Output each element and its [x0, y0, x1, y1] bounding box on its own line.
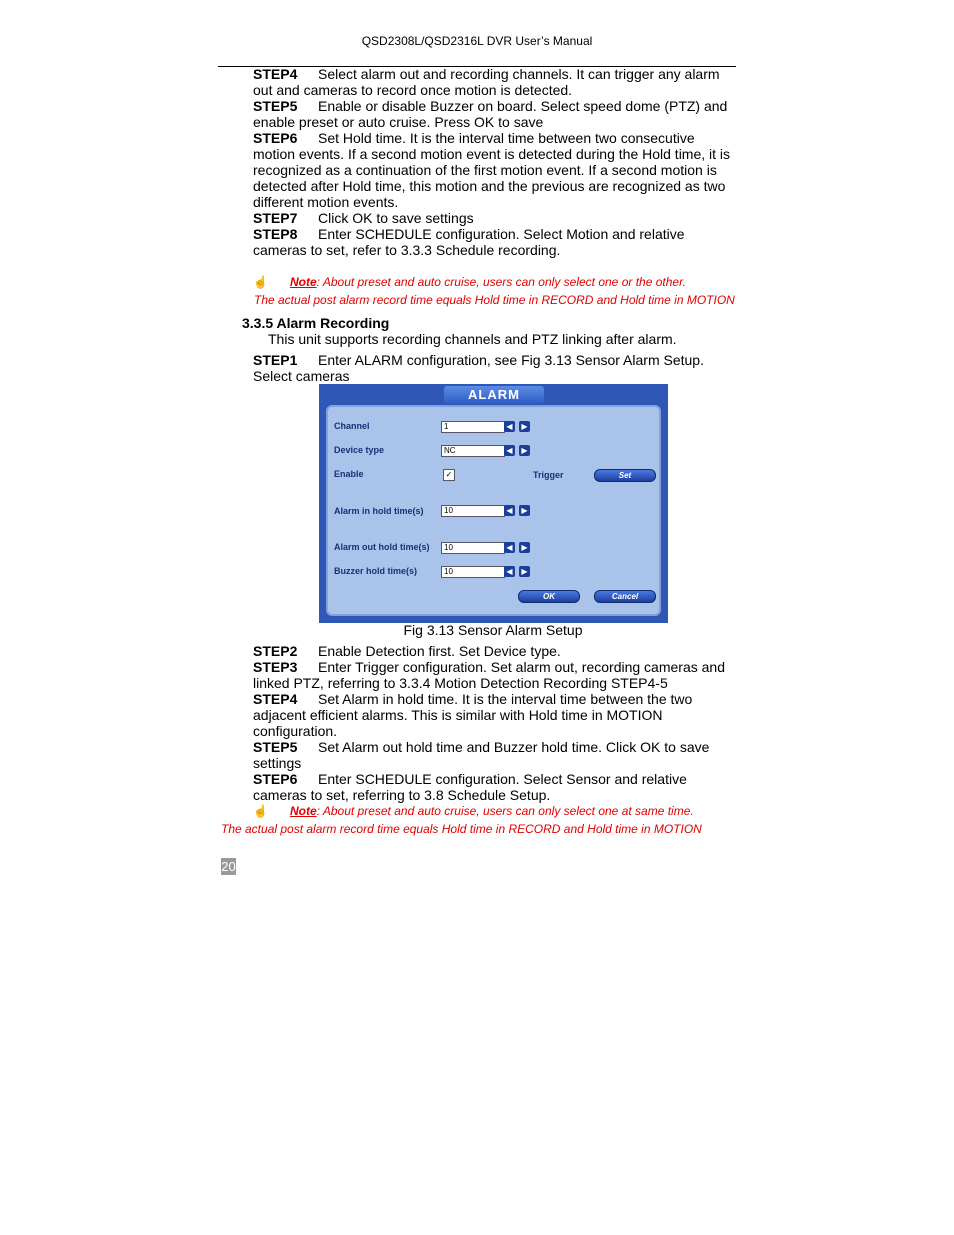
device-type-right-arrow-icon[interactable]: ▶: [519, 445, 530, 456]
pointing-hand-icon: ☝: [253, 275, 268, 289]
step-text: Click OK to save settings: [318, 210, 474, 226]
dialog-panel: [326, 405, 661, 616]
step-text: Enable Detection first. Set Device type.: [318, 643, 561, 659]
note-label: Note: [289, 804, 317, 818]
step-label: STEP3: [253, 659, 298, 675]
step-text: detected after Hold time, this motion and the previous are recognized as two: [253, 178, 726, 194]
cancel-button[interactable]: Cancel: [594, 590, 656, 603]
enable-label: Enable: [334, 469, 364, 479]
step-text: adjacent efficient alarms. This is similar with Hold time in MOTION: [253, 707, 663, 723]
step-text: Enter ALARM configuration, see Fig 3.13 Sensor Alarm Setup.: [318, 352, 704, 368]
step-label: STEP2: [253, 643, 298, 659]
step-text: cameras to set, refer to 3.3.3 Schedule recording.: [253, 242, 561, 258]
step-label: STEP6: [253, 130, 298, 146]
step-text: out and cameras to record once motion is detected.: [253, 82, 573, 98]
step-label: STEP8: [253, 226, 298, 242]
channel-left-arrow-icon[interactable]: ◀: [504, 421, 515, 432]
step-text: configuration.: [253, 723, 338, 739]
top-steps: [253, 66, 737, 258]
note-text: : About preset and auto cruise, users can only select one at same time.: [316, 804, 694, 818]
alarm-in-label: Alarm in hold time(s): [334, 506, 424, 516]
step-text: Select cameras: [253, 368, 350, 384]
step-item: [253, 66, 737, 82]
channel-right-arrow-icon[interactable]: ▶: [519, 421, 530, 432]
step-text: recognized as a continuation of the first motion event. If a second motion is: [253, 162, 717, 178]
note-2: [253, 804, 694, 818]
section-intro: This unit supports recording channels and PTZ linking after alarm.: [268, 331, 677, 347]
step-text: Set Alarm out hold time and Buzzer hold time. Click OK to save: [318, 739, 710, 755]
step-label: STEP5: [253, 98, 298, 114]
buzzer-field[interactable]: 10: [441, 566, 505, 578]
device-type-field[interactable]: NC: [441, 445, 505, 457]
note-1-line2: The actual post alarm record time equals Hold time in RECORD and Hold time in MOTION: [254, 293, 735, 307]
step-text: Enter Trigger configuration. Set alarm out, recording cameras and: [318, 659, 725, 675]
step-item: [253, 98, 737, 114]
step-item: [253, 226, 737, 242]
note-1: [253, 275, 686, 289]
note-text: : About preset and auto cruise, users can only select one or the other.: [316, 275, 686, 289]
trigger-set-button[interactable]: Set: [594, 469, 656, 482]
ok-button[interactable]: OK: [518, 590, 580, 603]
dialog-title: ALARM: [444, 386, 544, 404]
step-text: cameras to set, referring to 3.8 Schedule Setup.: [253, 787, 551, 803]
step1: [253, 352, 737, 384]
buzzer-label: Buzzer hold time(s): [334, 566, 418, 576]
step-label: STEP1: [253, 352, 298, 368]
channel-label: Channel: [334, 421, 370, 431]
device-type-label: Device type: [334, 445, 385, 455]
buzzer-right-arrow-icon[interactable]: ▶: [519, 566, 530, 577]
alarm-out-field[interactable]: 10: [441, 542, 505, 554]
step-text: motion events. If a second motion event is detected during the Hold time, it is: [253, 146, 731, 162]
pointing-hand-icon: ☝: [253, 804, 268, 818]
note-label: Note: [289, 275, 317, 289]
alarm-dialog: [319, 384, 668, 623]
step-text: Enter SCHEDULE configuration. Select Sensor and relative: [318, 771, 687, 787]
step-label: STEP4: [253, 691, 298, 707]
note-2-line2: The actual post alarm record time equals Hold time in RECORD and Hold time in MOTION: [221, 822, 702, 836]
alarm-out-label: Alarm out hold time(s): [334, 542, 430, 552]
step-item: [253, 130, 737, 146]
step-text: Enter SCHEDULE configuration. Select Motion and relative: [318, 226, 685, 242]
bottom-steps: [253, 643, 737, 803]
page-header: QSD2308L/QSD2316L DVR User’s Manual: [361, 34, 593, 48]
step-label: STEP5: [253, 739, 298, 755]
step-text: Enable or disable Buzzer on board. Select speed dome (PTZ) and: [318, 98, 728, 114]
alarm-in-left-arrow-icon[interactable]: ◀: [504, 505, 515, 516]
step-text: linked PTZ, referring to 3.3.4 Motion Detection Recording STEP4-5: [253, 675, 668, 691]
buzzer-left-arrow-icon[interactable]: ◀: [504, 566, 515, 577]
trigger-label: Trigger: [533, 470, 564, 480]
alarm-in-right-arrow-icon[interactable]: ▶: [519, 505, 530, 516]
step-label: STEP6: [253, 771, 298, 787]
channel-field[interactable]: 1: [441, 421, 505, 433]
step-text: Select alarm out and recording channels. It can trigger any alarm: [318, 66, 720, 82]
step-item: [253, 210, 737, 226]
section-title: 3.3.5 Alarm Recording: [242, 315, 390, 331]
step-text: Set Hold time. It is the interval time between two consecutive: [318, 130, 695, 146]
device-type-left-arrow-icon[interactable]: ◀: [504, 445, 515, 456]
step-label: STEP7: [253, 210, 298, 226]
figure-caption: Fig 3.13 Sensor Alarm Setup: [403, 622, 583, 638]
step-label: STEP4: [253, 66, 298, 82]
alarm-out-right-arrow-icon[interactable]: ▶: [519, 542, 530, 553]
step-text: settings: [253, 755, 302, 771]
step-text: Set Alarm in hold time. It is the interval time between the two: [318, 691, 693, 707]
step-text: enable preset or auto cruise. Press OK to save: [253, 114, 544, 130]
enable-checkbox[interactable]: ✓: [443, 469, 455, 481]
alarm-out-left-arrow-icon[interactable]: ◀: [504, 542, 515, 553]
alarm-in-field[interactable]: 10: [441, 505, 505, 517]
step-text: different motion events.: [253, 194, 399, 210]
page-number: 20: [221, 859, 236, 874]
